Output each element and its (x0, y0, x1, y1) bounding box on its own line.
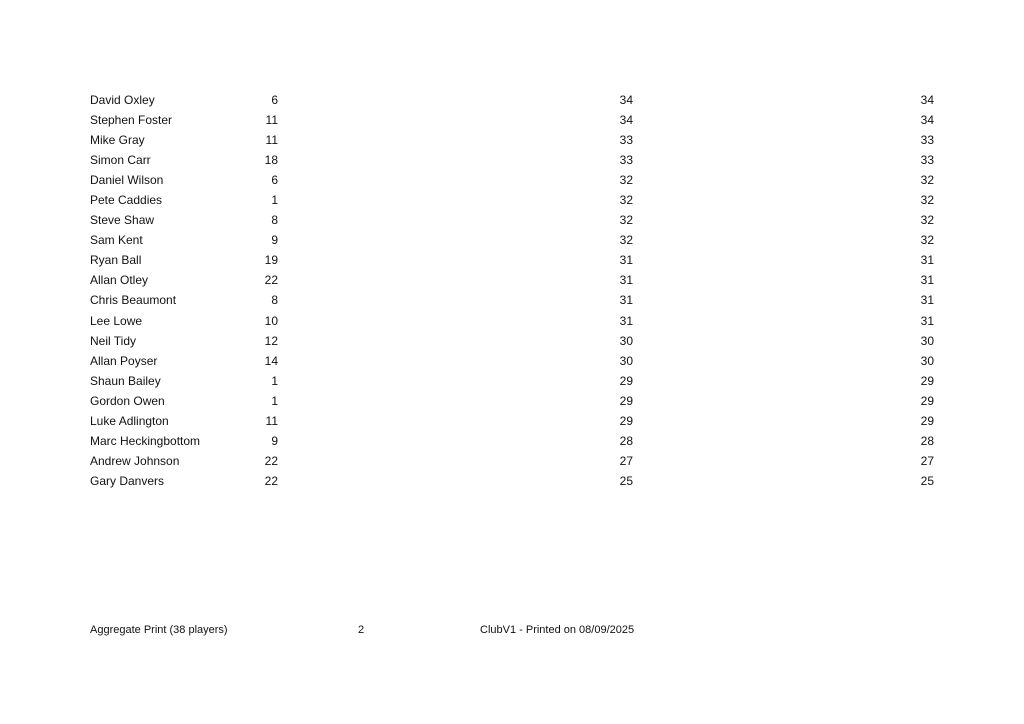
handicap-cell: 11 (265, 133, 278, 148)
table-row (0, 190, 1024, 210)
player-name-cell: Pete Caddies (90, 193, 163, 208)
results-table (0, 90, 1024, 491)
player-name-cell: Shaun Bailey (90, 373, 161, 388)
gross-score-cell: 33 (619, 153, 633, 168)
table-row (0, 431, 1024, 451)
player-name-cell: Allan Otley (90, 273, 149, 288)
player-name-cell: Mike Gray (90, 133, 145, 148)
printed-info: ClubV1 - Printed on 08/09/2025 (480, 624, 635, 636)
player-name-cell: Simon Carr (90, 153, 151, 168)
net-score-cell: 30 (920, 353, 934, 368)
gross-score-cell: 30 (619, 353, 633, 368)
table-row (0, 130, 1024, 150)
handicap-cell: 8 (271, 213, 278, 228)
table-row (0, 371, 1024, 391)
gross-score-cell: 29 (619, 393, 633, 408)
player-name-cell: Steve Shaw (90, 213, 155, 228)
gross-score-cell: 31 (619, 293, 633, 308)
net-score-cell: 33 (920, 133, 934, 148)
handicap-cell: 22 (264, 273, 278, 288)
table-row (0, 170, 1024, 190)
net-score-cell: 33 (920, 153, 934, 168)
net-score-cell: 32 (920, 233, 934, 248)
net-score-cell: 29 (920, 413, 934, 428)
handicap-cell: 9 (271, 233, 278, 248)
handicap-cell: 18 (264, 153, 278, 168)
table-row (0, 391, 1024, 411)
player-name-cell: Gary Danvers (90, 473, 165, 488)
gross-score-cell: 34 (619, 93, 633, 107)
handicap-cell: 11 (265, 413, 278, 428)
table-row (0, 210, 1024, 230)
net-score-cell: 29 (920, 393, 934, 408)
handicap-cell: 6 (271, 93, 278, 107)
handicap-cell: 9 (271, 433, 278, 448)
player-name-cell: Daniel Wilson (90, 173, 164, 188)
gross-score-cell: 33 (619, 133, 633, 148)
handicap-cell: 1 (271, 193, 278, 208)
gross-score-cell: 32 (619, 233, 633, 248)
net-score-cell: 31 (920, 253, 934, 268)
table-row (0, 270, 1024, 290)
gross-score-cell: 34 (619, 113, 633, 128)
net-score-cell: 27 (920, 453, 934, 468)
gross-score-cell: 32 (619, 173, 633, 188)
player-name-cell: Andrew Johnson (90, 453, 180, 468)
handicap-cell: 6 (271, 173, 278, 188)
gross-score-cell: 30 (619, 333, 633, 348)
player-name-cell: Marc Heckingbottom (90, 433, 201, 448)
table-row (0, 331, 1024, 351)
gross-score-cell: 31 (619, 253, 633, 268)
gross-score-cell: 31 (619, 313, 633, 328)
net-score-cell: 32 (920, 173, 934, 188)
net-score-cell: 34 (920, 93, 934, 107)
report-title: Aggregate Print (38 players) (90, 624, 228, 636)
net-score-cell: 32 (920, 193, 934, 208)
table-row (0, 230, 1024, 250)
net-score-cell: 32 (920, 213, 934, 228)
table-row (0, 411, 1024, 431)
handicap-cell: 10 (264, 313, 278, 328)
handicap-cell: 11 (265, 113, 278, 128)
player-name-cell: Ryan Ball (90, 253, 142, 268)
player-name-cell: Gordon Owen (90, 393, 165, 408)
table-row (0, 311, 1024, 331)
gross-score-cell: 32 (619, 193, 633, 208)
net-score-cell: 25 (920, 473, 934, 488)
player-name-cell: Neil Tidy (90, 333, 137, 348)
handicap-cell: 1 (271, 393, 278, 408)
player-name-cell: Sam Kent (90, 233, 143, 248)
net-score-cell: 28 (920, 433, 934, 448)
gross-score-cell: 29 (619, 373, 633, 388)
handicap-cell: 22 (264, 473, 278, 488)
handicap-cell: 14 (264, 353, 278, 368)
handicap-cell: 12 (264, 333, 278, 348)
net-score-cell: 31 (920, 273, 934, 288)
table-row (0, 451, 1024, 471)
net-score-cell: 29 (920, 373, 934, 388)
player-name-cell: Stephen Foster (90, 113, 173, 128)
gross-score-cell: 25 (619, 473, 633, 488)
gross-score-cell: 31 (619, 273, 633, 288)
handicap-cell: 8 (271, 293, 278, 308)
table-row (0, 290, 1024, 310)
player-name-cell: Allan Poyser (90, 353, 158, 368)
table-row (0, 471, 1024, 491)
net-score-cell: 31 (920, 313, 934, 328)
handicap-cell: 19 (264, 253, 278, 268)
gross-score-cell: 27 (619, 453, 633, 468)
gross-score-cell: 28 (619, 433, 633, 448)
page-footer (0, 620, 1024, 640)
table-row (0, 90, 1024, 110)
table-row (0, 150, 1024, 170)
player-name-cell: Chris Beaumont (90, 293, 177, 308)
gross-score-cell: 29 (619, 413, 633, 428)
net-score-cell: 31 (920, 293, 934, 308)
player-name-cell: David Oxley (90, 93, 155, 107)
player-name-cell: Luke Adlington (90, 413, 169, 428)
net-score-cell: 30 (920, 333, 934, 348)
handicap-cell: 22 (264, 453, 278, 468)
gross-score-cell: 32 (619, 213, 633, 228)
table-row (0, 110, 1024, 130)
handicap-cell: 1 (271, 373, 278, 388)
table-row (0, 351, 1024, 371)
player-name-cell: Lee Lowe (90, 313, 143, 328)
page-number: 2 (358, 624, 365, 636)
net-score-cell: 34 (920, 113, 934, 128)
table-row (0, 250, 1024, 270)
